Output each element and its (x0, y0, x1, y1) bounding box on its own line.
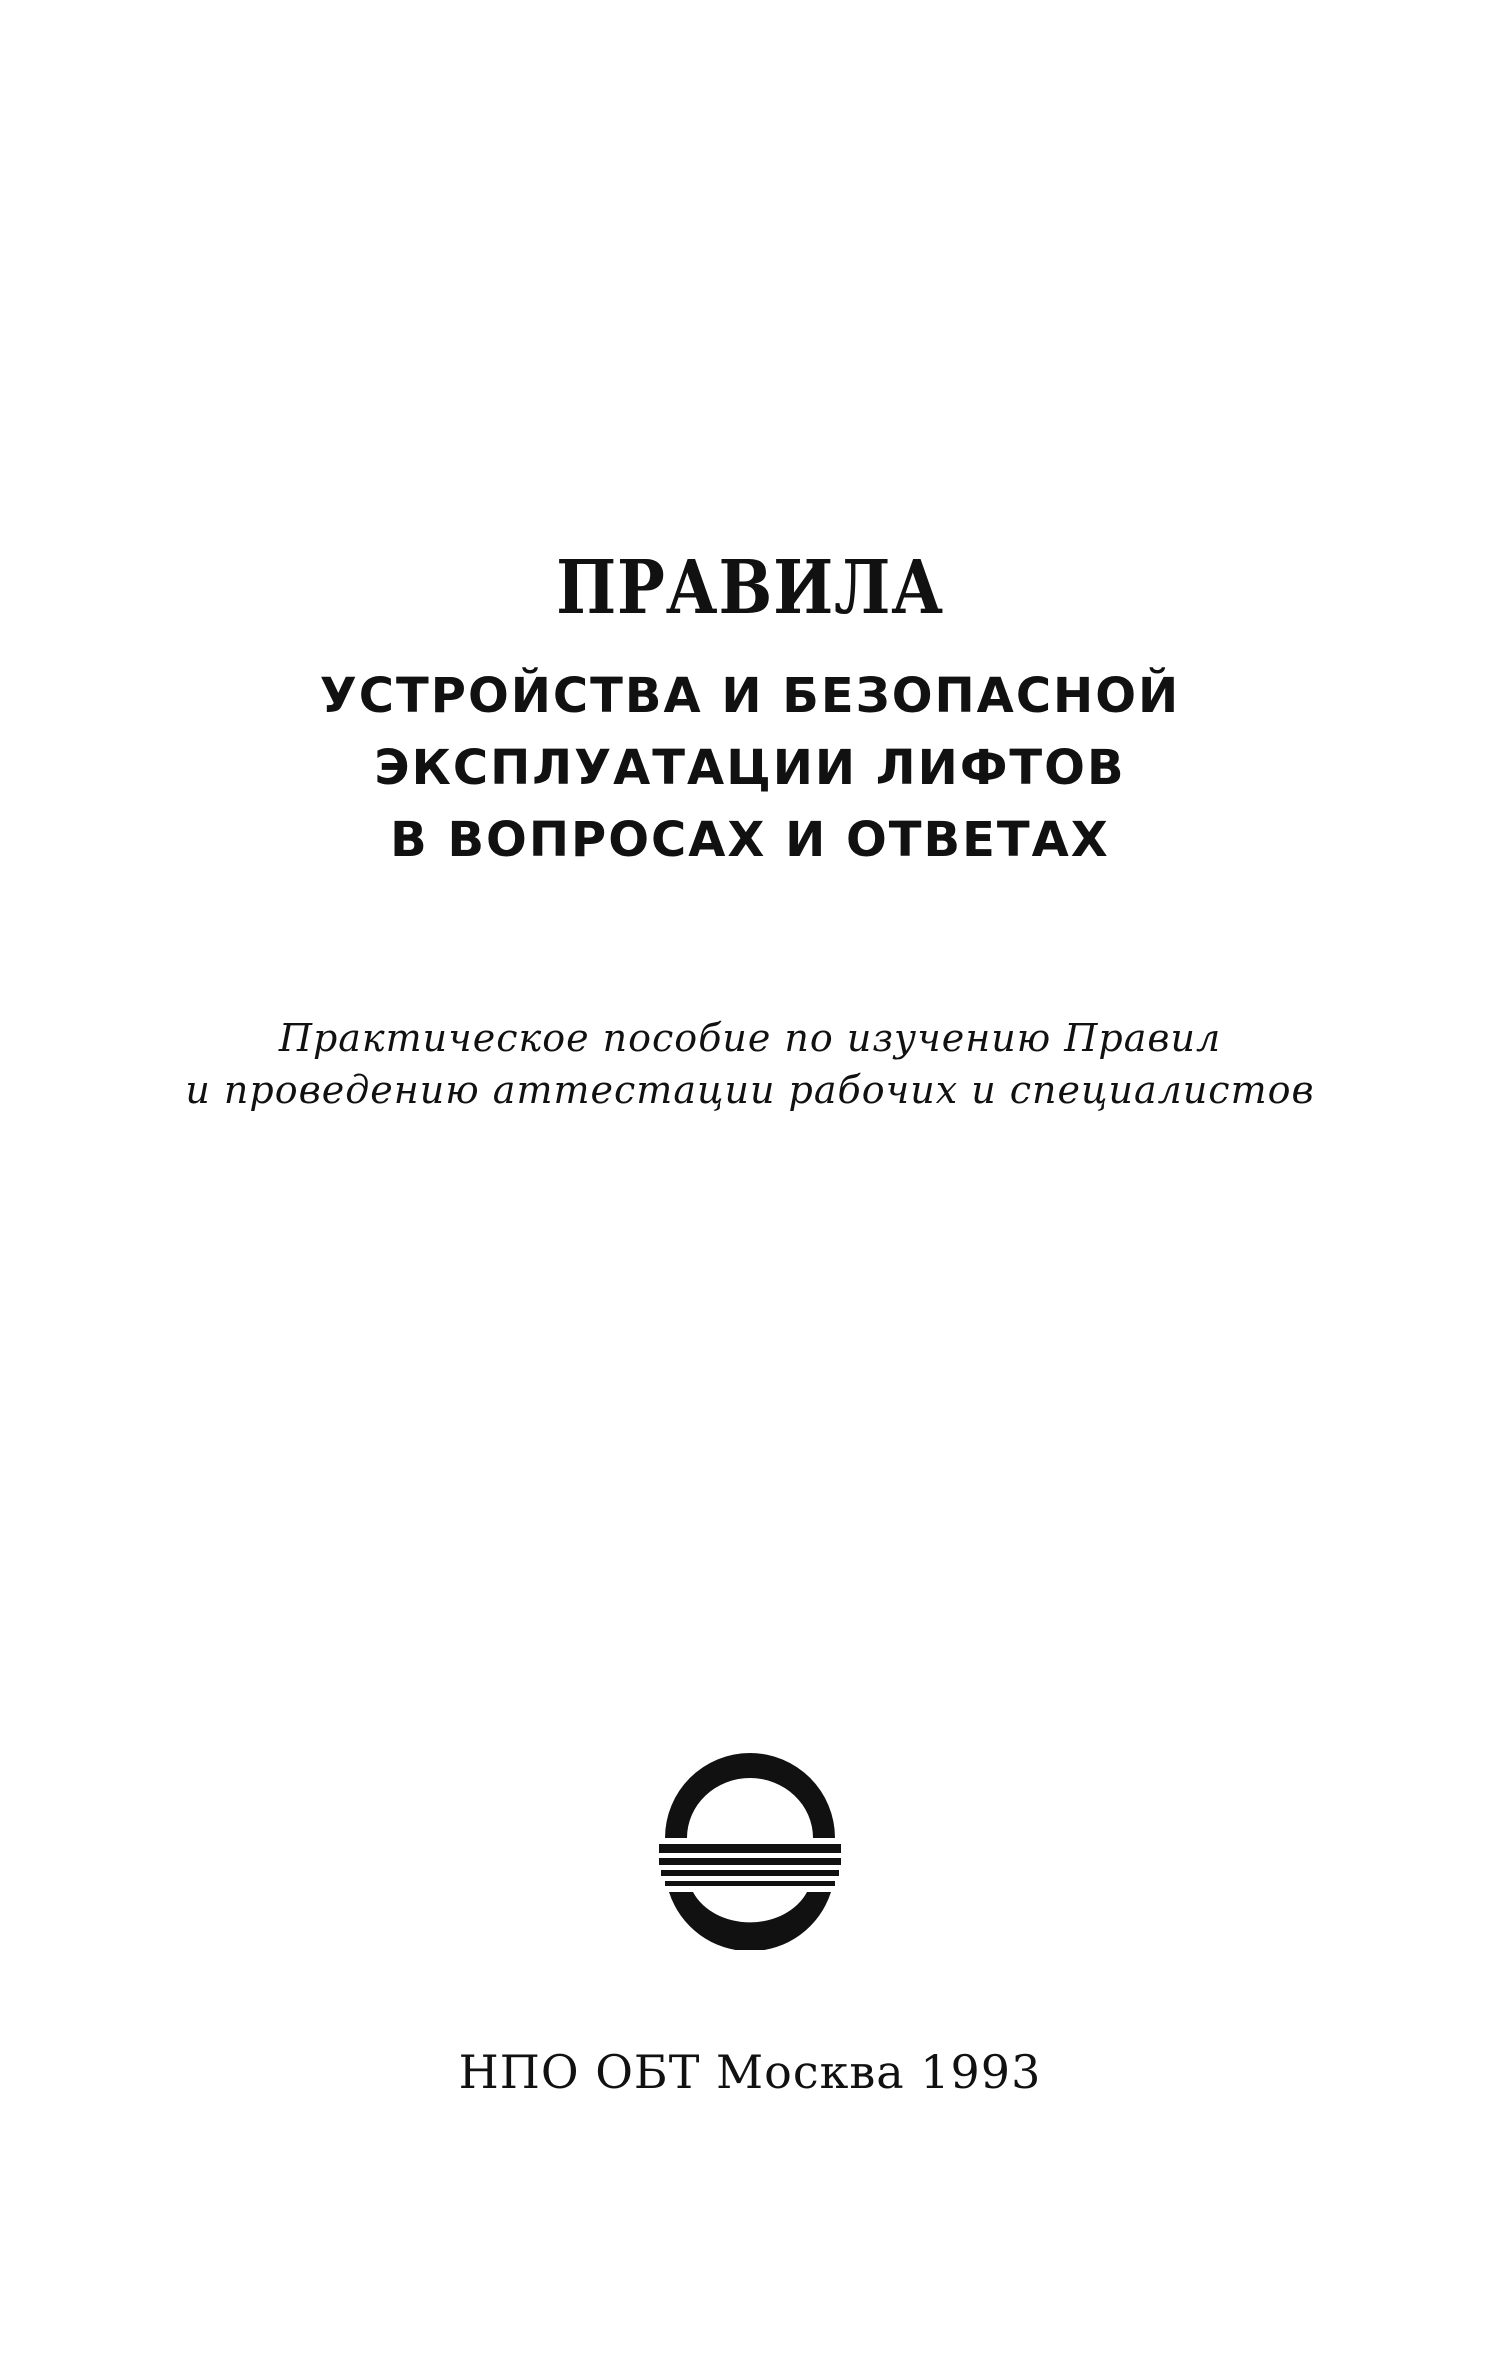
publisher-imprint: НПО ОБТ Москва 1993 (458, 2045, 1042, 2099)
subtitle-line: УСТРОЙСТВА И БЕЗОПАСНОЙ (319, 668, 1181, 724)
description-line: и проведению аттестации рабочих и специалистов (185, 1068, 1315, 1112)
subtitle-line: В ВОПРОСАХ И ОТВЕТАХ (390, 812, 1110, 868)
page-title: ПРАВИЛА (556, 545, 944, 631)
subtitle-line: ЭКСПЛУАТАЦИИ ЛИФТОВ (374, 740, 1126, 796)
description-line: Практическое пособие по изучению Правил (278, 1016, 1222, 1060)
publisher-emblem-icon (645, 1740, 855, 1950)
